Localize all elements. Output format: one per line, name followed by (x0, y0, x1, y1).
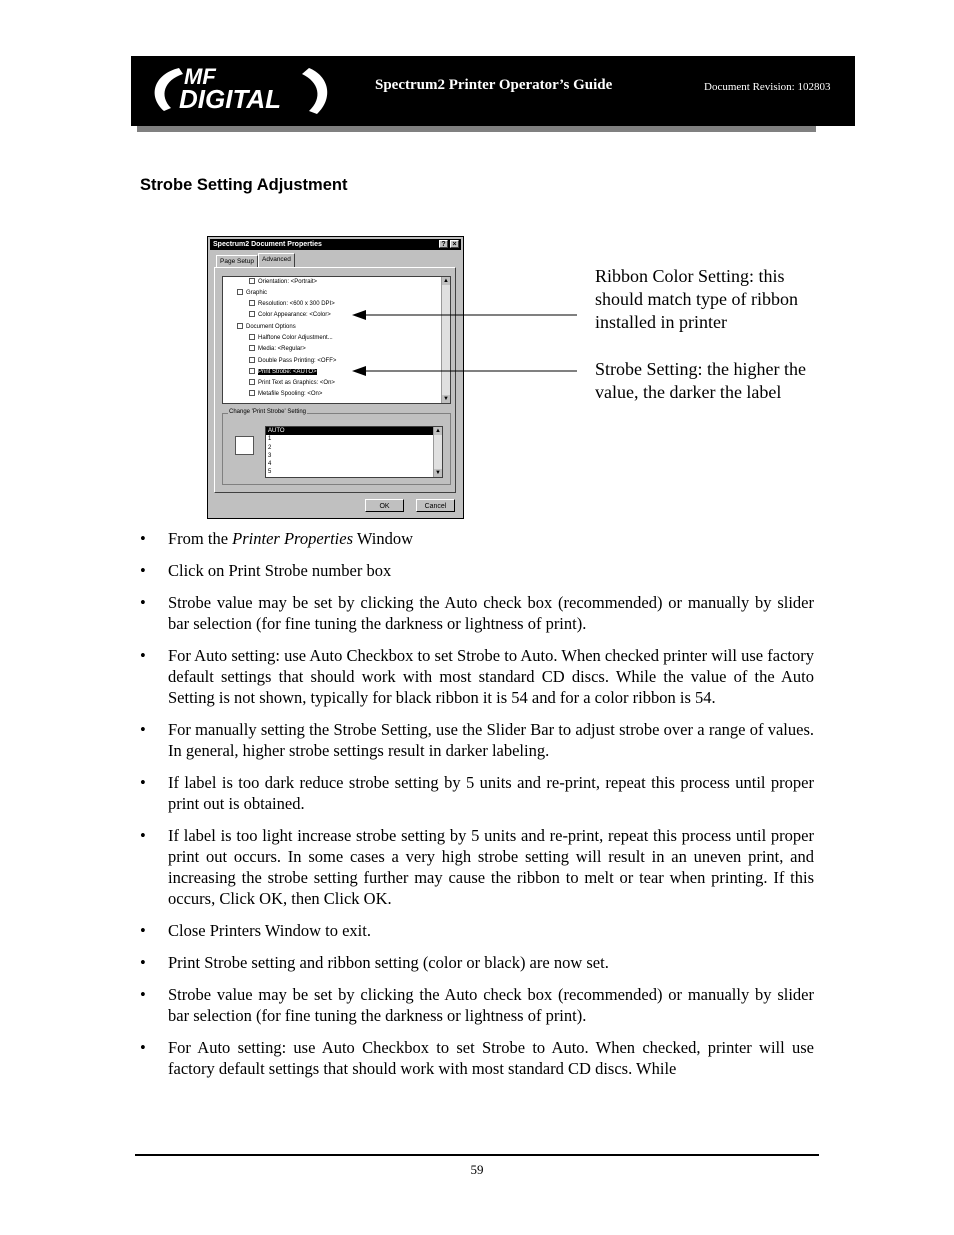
list-item[interactable]: 3 (268, 452, 272, 459)
tree-item-text-as-graphics[interactable]: Print Text as Graphics: <On> (249, 379, 335, 388)
tab-page-setup[interactable]: Page Setup (216, 255, 258, 268)
document-revision: Document Revision: 102803 (704, 81, 831, 93)
ribbon-arrowhead-icon (352, 310, 366, 320)
dialog-title: Spectrum2 Document Properties (213, 241, 322, 248)
tree-item-print-strobe[interactable]: Print Strobe: <AUTO> (249, 368, 317, 377)
list-item: • Strobe value may be set by clicking the Auto check box (recommended) or manually by slider bar selection (for fine tuning the darkness or lightness of print). (140, 592, 814, 634)
list-item[interactable]: 2 (268, 444, 272, 451)
tree-item-metafile-spooling[interactable]: Metafile Spooling: <On> (249, 390, 322, 399)
document-title: Spectrum2 Printer Operator’s Guide (375, 77, 613, 93)
section-title: Strobe Setting Adjustment (140, 176, 348, 194)
list-item: • Print Strobe setting and ribbon setting (color or black) are now set. (140, 952, 814, 973)
list-item: • For Auto setting: use Auto Checkbox to set Strobe to Auto. When checked printer will use factory default settings that should work with most standard CD discs. While the value of the Auto Setting is not shown, typically for black ribbon it is 54 and for a color ribbon is 54. (140, 645, 814, 708)
scroll-up-icon[interactable]: ▲ (443, 278, 449, 284)
list-item[interactable]: 1 (268, 436, 272, 443)
tree-item-document-options[interactable]: Document Options (237, 323, 296, 332)
list-item: • If label is too dark reduce strobe setting by 5 units and re-print, repeat this process until proper print out is obtained. (140, 772, 814, 814)
page-number: 59 (470, 1162, 484, 1177)
tree-item-media[interactable]: Media: <Regular> (249, 345, 306, 354)
help-button[interactable]: ? (439, 240, 448, 248)
strobe-arrowhead-icon (352, 366, 366, 376)
list-item: • For Auto setting: use Auto Checkbox to set Strobe to Auto. When checked, printer will use factory default settings that should work with most standard CD discs. While (140, 1037, 814, 1079)
cancel-button[interactable]: Cancel (416, 499, 455, 512)
footer-rule (135, 1154, 819, 1156)
strobe-callout: Strobe Setting: the higher the value, the darker the label (595, 359, 806, 402)
svg-text:MF: MF (184, 64, 216, 89)
tree-item-orientation[interactable]: Orientation: <Portrait> (249, 278, 317, 287)
list-item: • Click on Print Strobe number box (140, 560, 814, 581)
group-label: Change 'Print Strobe' Setting (229, 409, 307, 415)
list-item[interactable]: AUTO (266, 427, 442, 435)
tree-item-halftone[interactable]: Halftone Color Adjustment... (249, 334, 333, 343)
tab-advanced[interactable]: Advanced (258, 253, 295, 268)
list-item[interactable]: 4 (268, 461, 272, 468)
tree-item-double-pass[interactable]: Double Pass Printing: <OFF> (249, 357, 336, 366)
scroll-down-icon[interactable]: ▼ (443, 396, 449, 402)
close-button[interactable]: × (450, 240, 459, 248)
tree-item-resolution[interactable]: Resolution: <600 x 300 DPI> (249, 300, 335, 309)
list-item: • If label is too light increase strobe setting by 5 units and re-print, repeat this process until proper print out occurs. In some cases a very high strobe setting will result in an uneven print, and increasing the strobe setting further may cause the ribbon to melt or tear when printing. If this occurs, Click OK, then Click OK. (140, 825, 814, 909)
scroll-up-icon[interactable]: ▲ (435, 428, 441, 434)
list-item: • Close Printers Window to exit. (140, 920, 814, 941)
instruction-list (140, 528, 814, 1090)
tree-item-color-appearance[interactable]: Color Appearance: <Color> (249, 311, 331, 320)
tree-item-graphic[interactable]: Graphic (237, 289, 267, 298)
list-item: • Strobe value may be set by clicking the Auto check box (recommended) or manually by slider bar selection (for fine tuning the darkness or lightness of print). (140, 984, 814, 1026)
svg-text:DIGITAL: DIGITAL (179, 84, 282, 114)
scroll-down-icon[interactable]: ▼ (435, 470, 441, 476)
list-item: • From the Printer Properties Window (140, 528, 814, 549)
list-item: • For manually setting the Strobe Setting, use the Slider Bar to adjust strobe over a range of values. In general, higher strobe settings result in darker labeling. (140, 719, 814, 761)
list-item[interactable]: 5 (268, 469, 272, 476)
ok-button[interactable]: OK (365, 499, 404, 512)
ribbon-callout: Ribbon Color Setting: this should match type of ribbon installed in printer (595, 266, 798, 332)
